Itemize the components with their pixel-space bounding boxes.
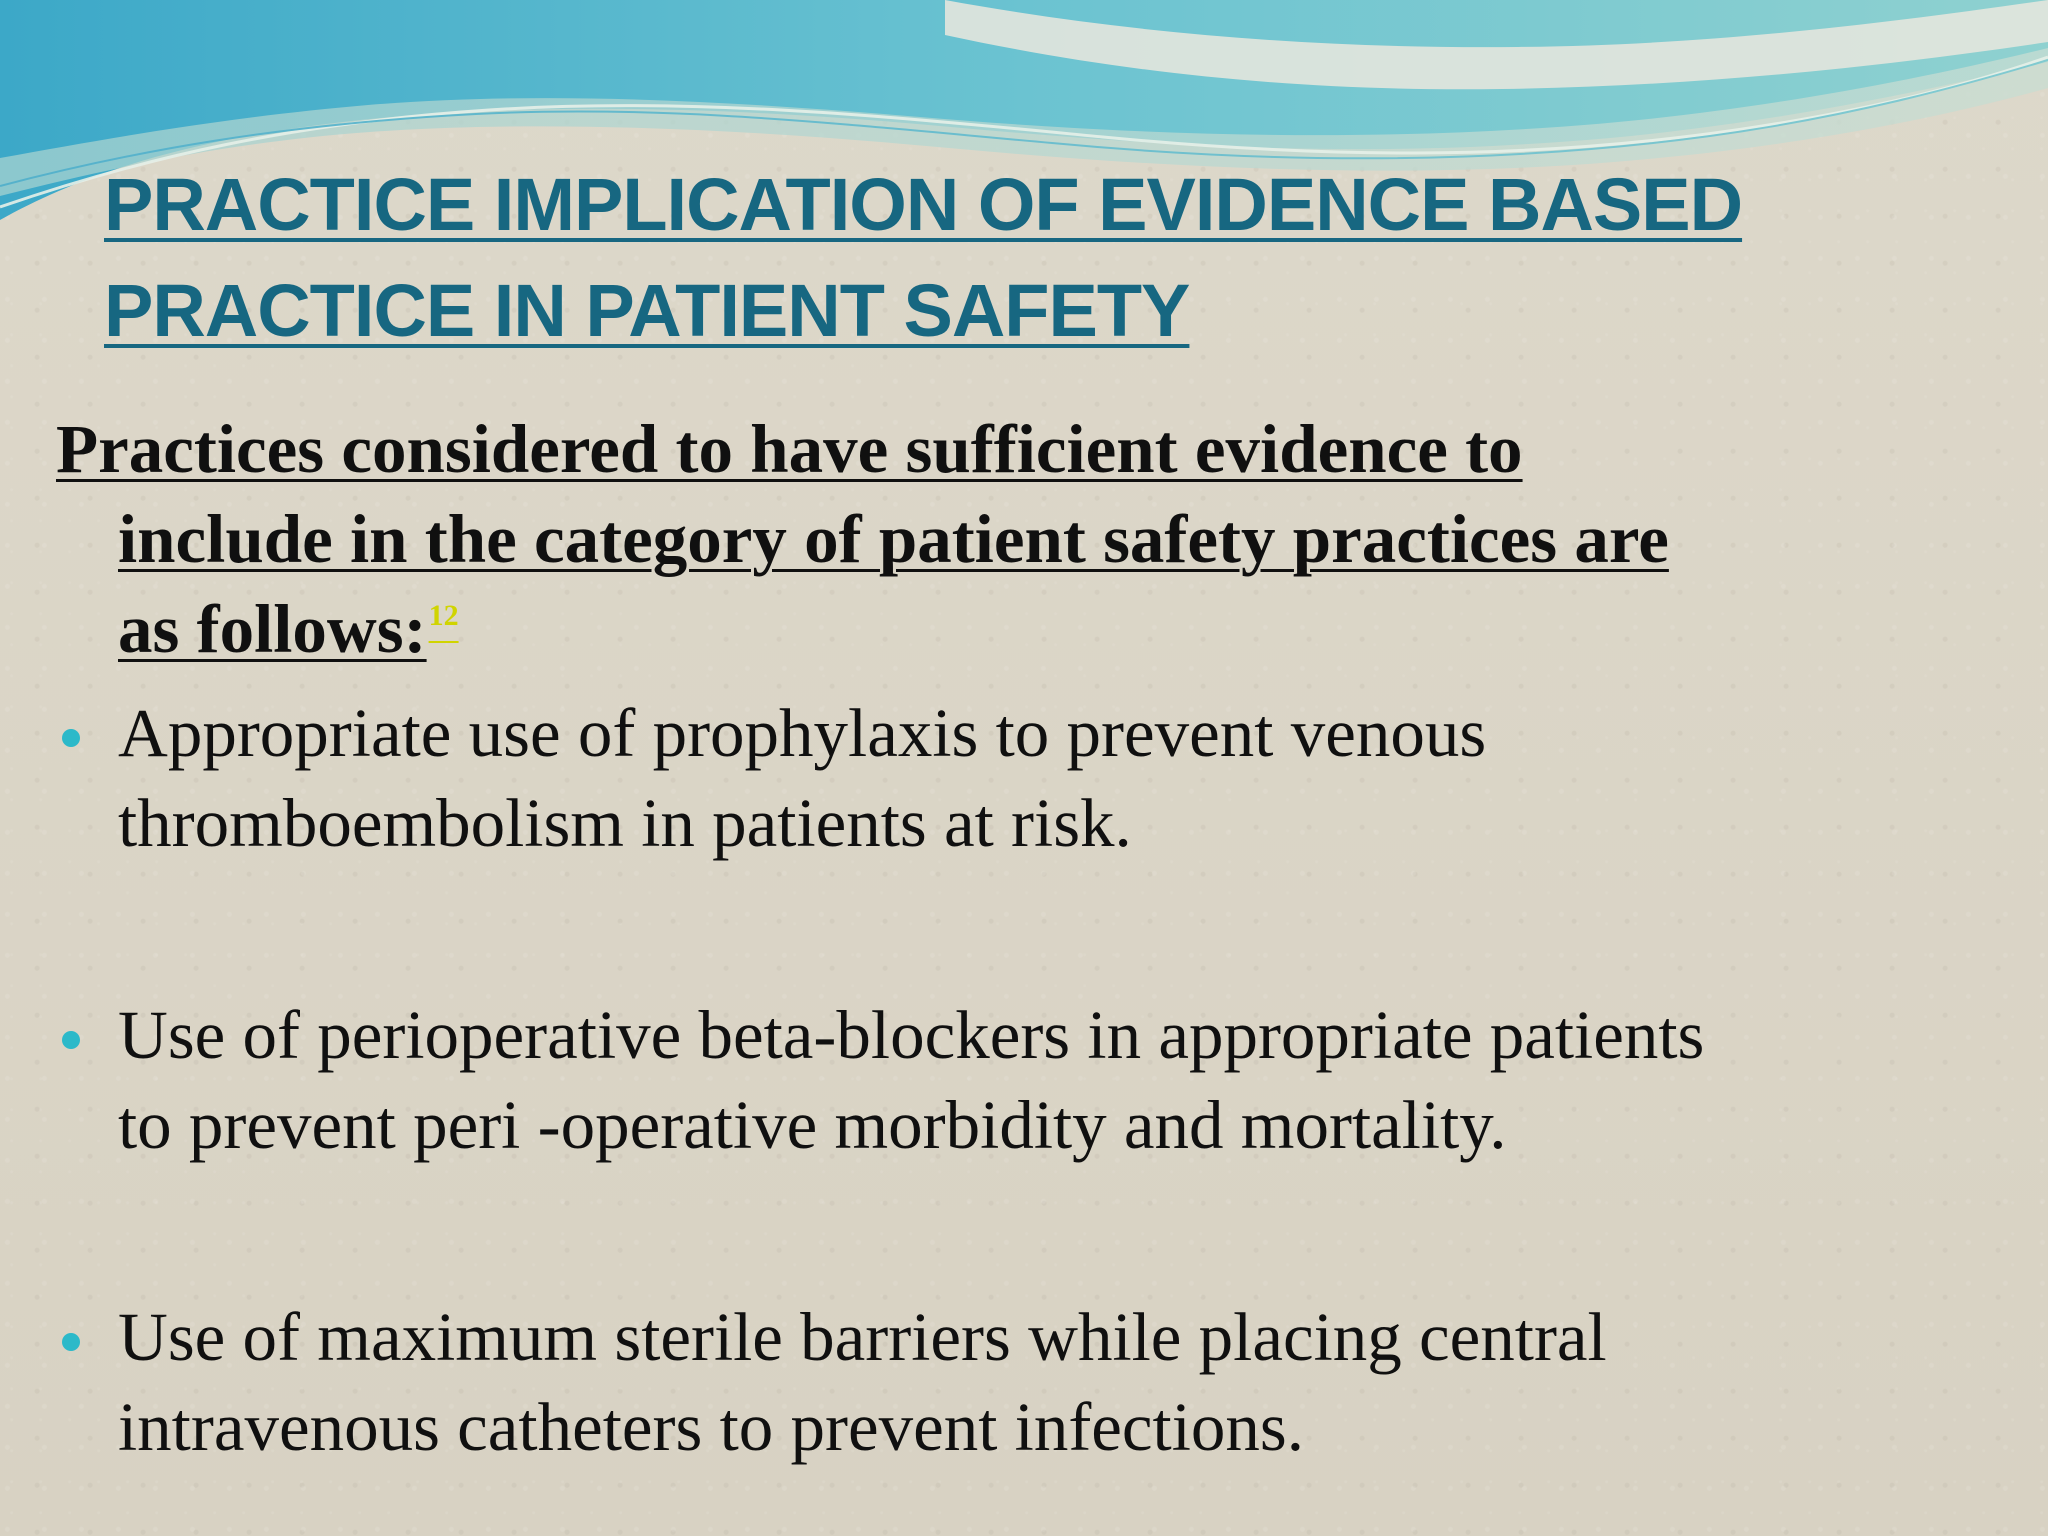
practice-3-line-2: intravenous catheters to prevent infections. xyxy=(118,1389,1305,1465)
practice-list-item-3 xyxy=(56,1292,1986,1472)
practice-list xyxy=(56,688,1986,1472)
intro-line-2 xyxy=(56,494,1986,584)
bullet-dot-icon xyxy=(62,1333,80,1351)
intro-line-2-text: include in the category of patient safety practices are xyxy=(118,501,1669,577)
bullet-dot-icon xyxy=(62,1031,80,1049)
practice-list-item-1 xyxy=(56,688,1986,868)
intro-statement xyxy=(56,404,1986,674)
practice-3-line-1: Use of maximum sterile barriers while placing central xyxy=(118,1299,1607,1375)
intro-line-1 xyxy=(56,404,1986,494)
intro-line-3-text: as follows: xyxy=(118,591,427,667)
title-line-1: PRACTICE IMPLICATION OF EVIDENCE BASED xyxy=(104,163,1743,246)
reference-number: 12 xyxy=(428,599,459,632)
intro-line-1-text: Practices considered to have sufficient evidence to xyxy=(56,411,1523,487)
practice-list-item-2 xyxy=(56,990,1986,1170)
intro-line-3 xyxy=(56,584,1986,674)
practice-1-line-1: Appropriate use of prophylaxis to prevent venous xyxy=(118,695,1487,771)
bullet-dot-icon xyxy=(62,729,80,747)
practice-1-line-2: thromboembolism in patients at risk. xyxy=(118,785,1132,861)
practice-2-line-1: Use of perioperative beta-blockers in appropriate patients xyxy=(118,997,1705,1073)
slide-title xyxy=(104,152,1924,364)
title-line-2: PRACTICE IN PATIENT SAFETY xyxy=(104,269,1190,352)
practice-2-line-2: to prevent peri -operative morbidity and mortality. xyxy=(118,1087,1507,1163)
